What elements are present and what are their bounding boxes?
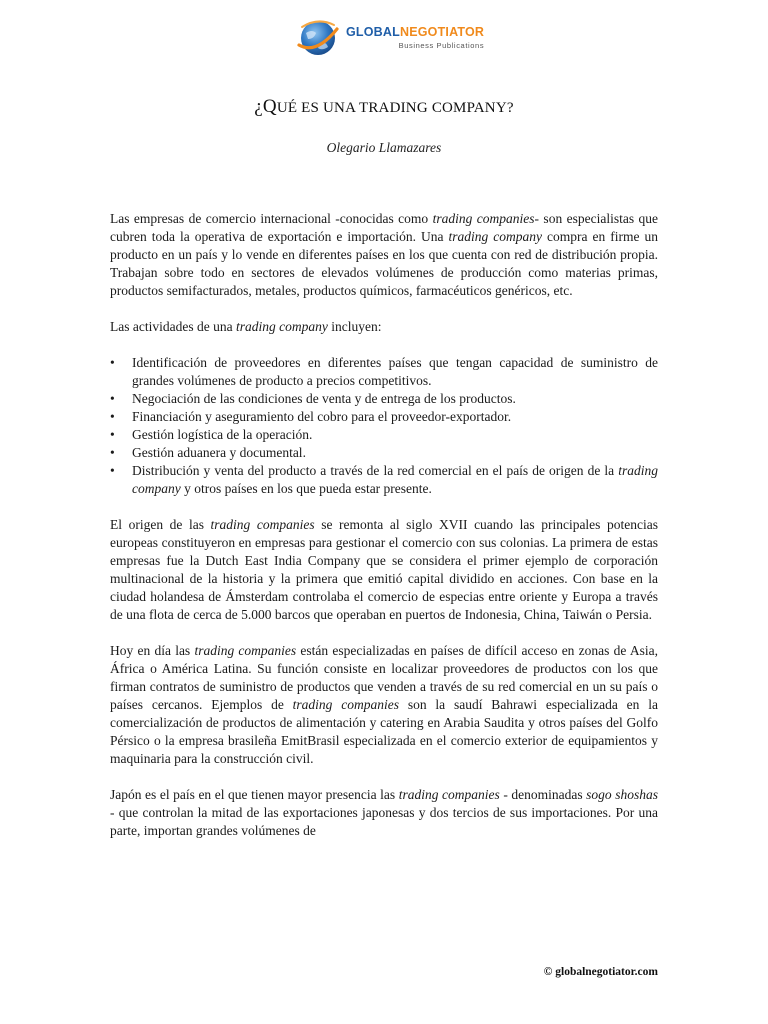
header-logo xyxy=(296,14,484,60)
footer-copyright: © globalnegotiator.com xyxy=(543,966,658,978)
bullet-icon: • xyxy=(110,409,115,424)
list-item: • Financiación y aseguramiento del cobro para el proveedor-exportador. xyxy=(110,409,512,424)
activities-intro: Las actividades de una trading company incluyen: xyxy=(110,319,382,334)
bullet-icon: • xyxy=(110,427,115,442)
list-item: • Gestión aduanera y documental. xyxy=(110,445,306,460)
list-item: • Gestión logística de la operación. xyxy=(110,427,313,442)
page-title: ¿QUÉ ES UNA TRADING COMPANY? xyxy=(254,96,514,117)
activities-list xyxy=(110,354,658,498)
japan-paragraph: Japón es el país en el que tienen mayor presencia las trading companies - denominadas sogo shoshas - que controlan la mitad de las exportaciones japonesas y dos tercios de sus importaciones. Por una parte, importan grandes volúmenes de xyxy=(110,787,658,838)
list-item: • Distribución y venta del producto a través de la red comercial en el país de origen de la trading company y otros países en los que pueda estar presente. xyxy=(110,463,658,496)
bullet-icon: • xyxy=(110,355,115,370)
intro-paragraph: Las empresas de comercio internacional -conocidas como trading companies- son especialistas que cubren toda la operativa de exportación e importación. Una trading company compra en firme un producto en un país y lo vende en diferentes países en los que cuenta con red de distribución propia. Trabajan sobre todo en sectores de elevados volúmenes de producción como materias primas, productos semifacturados, metales, productos químicos, farmacéuticos genéricos, etc. xyxy=(110,211,659,298)
today-paragraph: Hoy en día las trading companies están especializadas en países de difícil acceso en zonas de Asia, África o América Latina. Su función consiste en localizar proveedores de productos con los que firman contratos de suministro de productos que venden a través de su red comercial en un su país o países cercanos. Ejemplos de trading companies son la saudí Bahrawi especializada en la comercialización de productos de alimentación y catering en Arabia Saudita y otros países del Golfo Pérsico o la empresa brasileña EmitBrasil especializada en el comercio exterior de equipamientos y maquinaria para la construcción civil. xyxy=(110,643,658,766)
author-name: Olegario Llamazares xyxy=(326,140,442,155)
globe-logo-icon xyxy=(296,15,340,59)
bullet-icon: • xyxy=(110,445,115,460)
bullet-icon: • xyxy=(110,463,115,478)
logo-subtitle: Business Publications xyxy=(398,40,485,50)
list-item: • Negociación de las condiciones de venta y de entrega de los productos. xyxy=(110,391,516,406)
logo-name: GLOBALNEGOTIATOR xyxy=(346,24,485,39)
article-body xyxy=(110,210,658,840)
list-item: • Identificación de proveedores en diferentes países que tengan capacidad de suministro de grandes volúmenes de producto a precios competitivos. xyxy=(110,355,658,388)
bullet-icon: • xyxy=(110,391,115,406)
origin-paragraph: El origen de las trading companies se remonta al siglo XVII cuando las principales potencias europeas constituyeron en empresas para gestionar el comercio con sus colonias. La primera de estas empresas fue la Dutch East India Company que se considera el primer ejemplo de corporación multinacional de la historia y la primera que emitió capital dividido en acciones. Con base en la ciudad holandesa de Ámsterdam controlaba el comercio de especias entre oriente y Europa a través de una flota de cerca de 5.000 barcos que operaban en puertos de Indonesia, China, Taiwán o Persia. xyxy=(110,517,658,622)
